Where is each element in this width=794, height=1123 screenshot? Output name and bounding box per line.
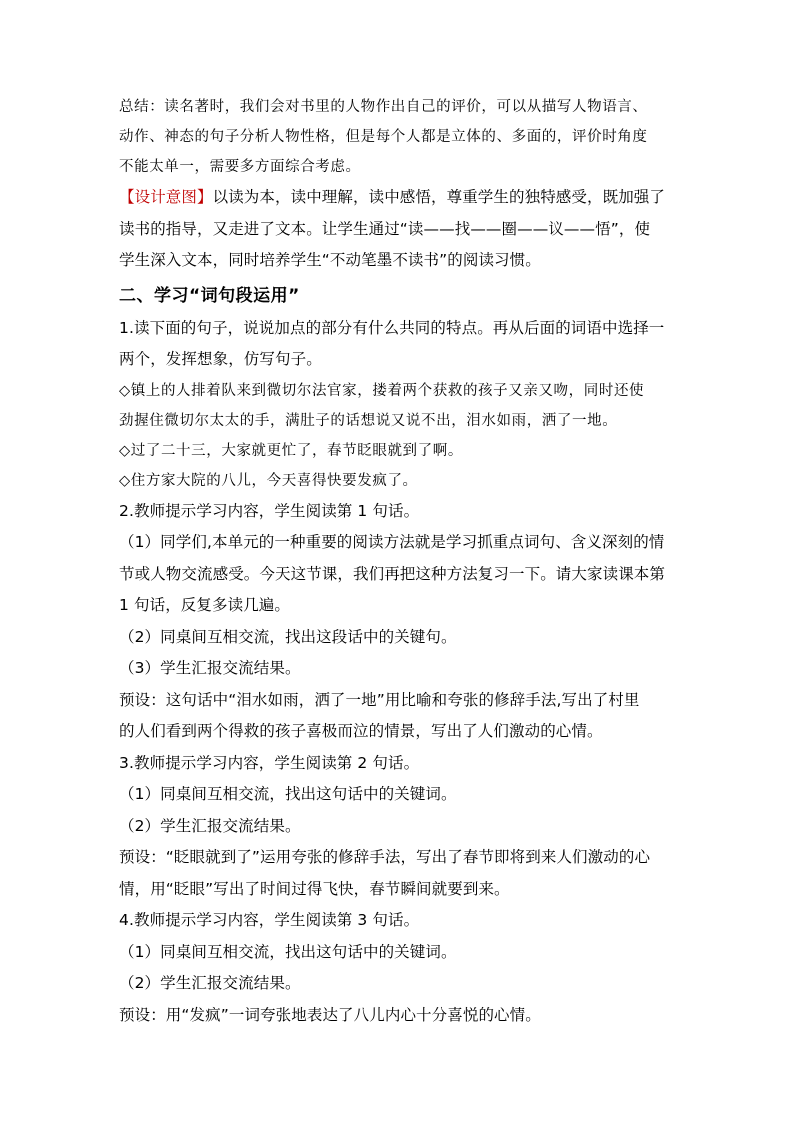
step-item: （3）学生汇报交流结果。 <box>119 659 301 677</box>
quote-line: 劲握住微切尔太太的手，满肚子的话想说又说不出，泪水如雨，洒了一地。 <box>119 412 618 429</box>
step-title: 4.教师提示学习内容，学生阅读第 3 句话。 <box>119 911 420 929</box>
quote-line: ◇住方家大院的八儿，今天喜得快要发疯了。 <box>119 472 418 489</box>
step-item: （2）学生汇报交流结果。 <box>119 974 301 992</box>
summary-line: 动作、神态的句子分析人物性格，但是每个人都是立体的、多面的，评价时角度 <box>119 129 648 145</box>
design-intent-paragraph <box>119 182 679 277</box>
step3-block <box>119 748 679 906</box>
step-item: （1）同学们,本单元的一种重要的阅读方法就是学习抓重点词句、含义深刻的情 <box>119 533 665 551</box>
step-item: （1）同桌间互相交流，找出这句话中的关键词。 <box>119 942 457 961</box>
step-item: （2）学生汇报交流结果。 <box>119 816 301 835</box>
step2-block <box>119 496 679 748</box>
step-title: 2.教师提示学习内容，学生阅读第 1 句话。 <box>119 501 420 520</box>
quote-sentences <box>119 376 679 496</box>
step-title: 3.教师提示学习内容，学生阅读第 2 句话。 <box>119 753 420 772</box>
quote-line: ◇镇上的人排着队来到微切尔法官家，搂着两个获救的孩子又亲又吻，同时还使 <box>119 382 645 399</box>
preset-line: 的人们看到两个得救的孩子喜极而泣的情景，写出了人们激动的心情。 <box>119 722 603 740</box>
step-item: 1 句话，反复多读几遍。 <box>119 596 290 614</box>
quote-line: ◇过了二十三，大家就更忙了，春节眨眼就到了啊。 <box>119 442 463 459</box>
step-item: （2）同桌间互相交流，找出这段话中的关键句。 <box>119 627 457 646</box>
step-item: 节或人物交流感受。今天这节课，我们再把这种方法复习一下。请大家读课本第 <box>119 564 666 583</box>
preset-line: 预设：这句话中“泪水如雨，洒了一地”用比喻和夸张的修辞手法,写出了村里 <box>119 690 640 709</box>
step-item: （1）同桌间互相交流，找出这句话中的关键词。 <box>119 785 457 803</box>
preset-line: 预设：用“发疯”一词夸张地表达了八儿内心十分喜悦的心情。 <box>119 1005 541 1024</box>
design-intent-line: 学生深入文本，同时培养学生“不动笔墨不读书”的阅读习惯。 <box>119 251 541 269</box>
task1-paragraph <box>119 313 679 376</box>
task1-line: 两个，发挥想象，仿写句子。 <box>119 350 322 368</box>
design-intent-line: 读书的指导，又走进了文本。让学生通过“读——找——圈——议——悟”，使 <box>119 219 651 238</box>
task1-line: 1.读下面的句子，说说加点的部分有什么共同的特点。再从后面的词语中选择一 <box>119 318 665 337</box>
design-intent-text: 以读为本，读中理解，读中感悟，尊重学生的独特感受，既加强了 <box>212 188 666 206</box>
design-intent-line <box>119 182 679 214</box>
preset-line: 预设：“眨眼就到了”运用夸张的修辞手法，写出了春节即将到来人们激动的心 <box>119 848 651 866</box>
summary-paragraph <box>119 92 679 182</box>
summary-line: 总结：读名著时，我们会对书里的人物作出自己的评价，可以从描写人物语言、 <box>119 99 648 115</box>
step4-block <box>119 905 679 1031</box>
summary-line: 不能太单一，需要多方面综合考虑。 <box>119 159 361 175</box>
page-content <box>119 92 679 1031</box>
preset-line: 情，用“眨眼”写出了时间过得飞快，春节瞬间就要到来。 <box>119 879 510 898</box>
design-intent-tag: 【设计意图】 <box>119 188 213 206</box>
section-heading: 二、学习“词句段运用” <box>119 285 300 306</box>
